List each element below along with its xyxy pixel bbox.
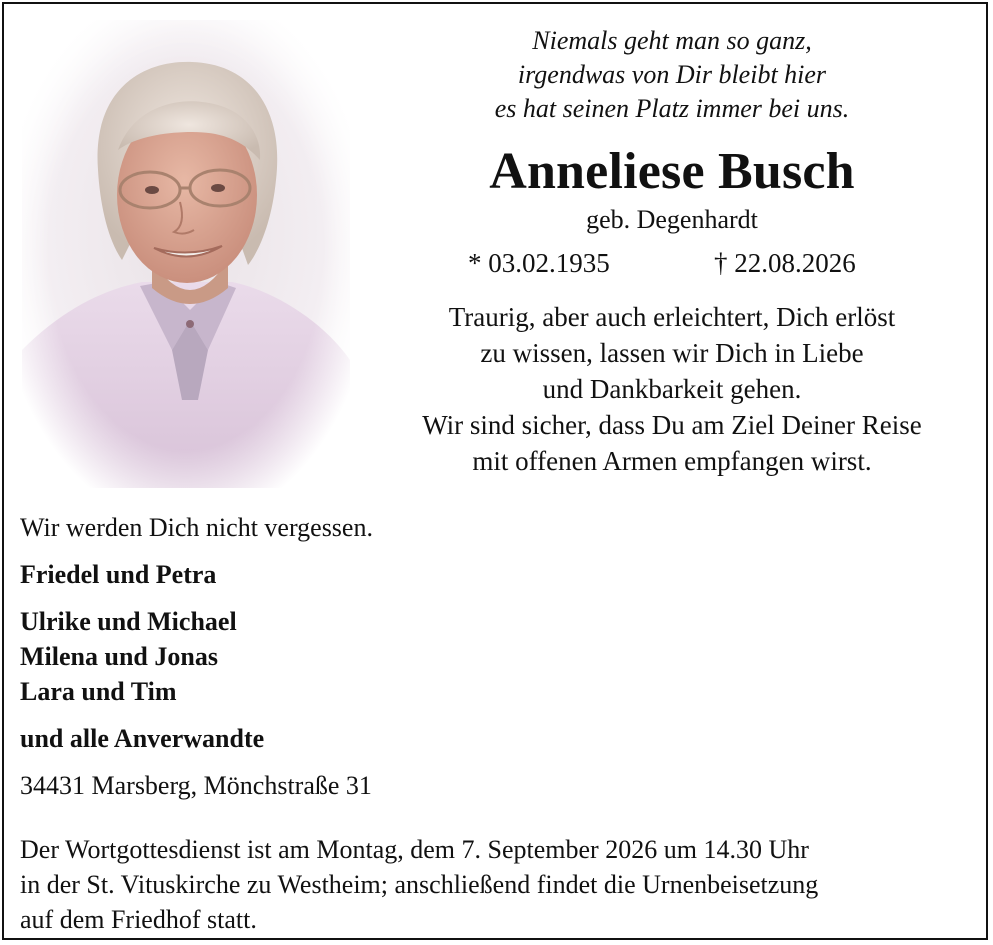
message-line: mit offenen Armen empfangen wirst. [472,446,872,476]
mourning-message [360,299,984,479]
service-line: auf dem Friedhof statt. [20,905,257,934]
header-block [360,24,984,479]
family-member: und alle Anverwandte [20,724,265,753]
poem-line: Niemals geht man so ganz, [532,26,812,55]
family-member: Friedel und Petra [20,560,217,589]
service-line: Der Wortgottesdienst ist am Montag, dem 7. September 2026 um 14.30 Uhr [20,835,809,864]
family-member: Lara und Tim [20,677,177,706]
poem-line: es hat seinen Platz immer bei uns. [494,94,850,123]
life-dates [360,245,984,281]
family-member: Ulrike und Michael [20,607,237,636]
message-line: Wir sind sicher, dass Du am Ziel Deiner Reise [422,410,922,440]
family-block [20,510,970,803]
service-line: in der St. Vituskirche zu Westheim; anschließend findet die Urnenbeisetzung [20,870,819,899]
poem [360,24,984,126]
address: 34431 Marsberg, Mönchstraße 31 [20,771,372,800]
birth-name: geb. Degenhardt [586,205,758,234]
message-line: Traurig, aber auch erleichtert, Dich erlöst [448,302,896,332]
birth-date: * 03.02.1935 [468,248,610,278]
poem-line: irgendwas von Dir bleibt hier [517,60,827,89]
portrait-photo [22,20,350,488]
message-line: und Dankbarkeit gehen. [542,374,802,404]
death-date: † 22.08.2026 [714,248,856,278]
message-line: zu wissen, lassen wir Dich in Liebe [480,338,864,368]
farewell-line: Wir werden Dich nicht vergessen. [20,513,373,542]
family-member: Milena und Jonas [20,642,218,671]
service-info [20,832,980,937]
deceased-name: Anneliese Busch [489,143,855,200]
